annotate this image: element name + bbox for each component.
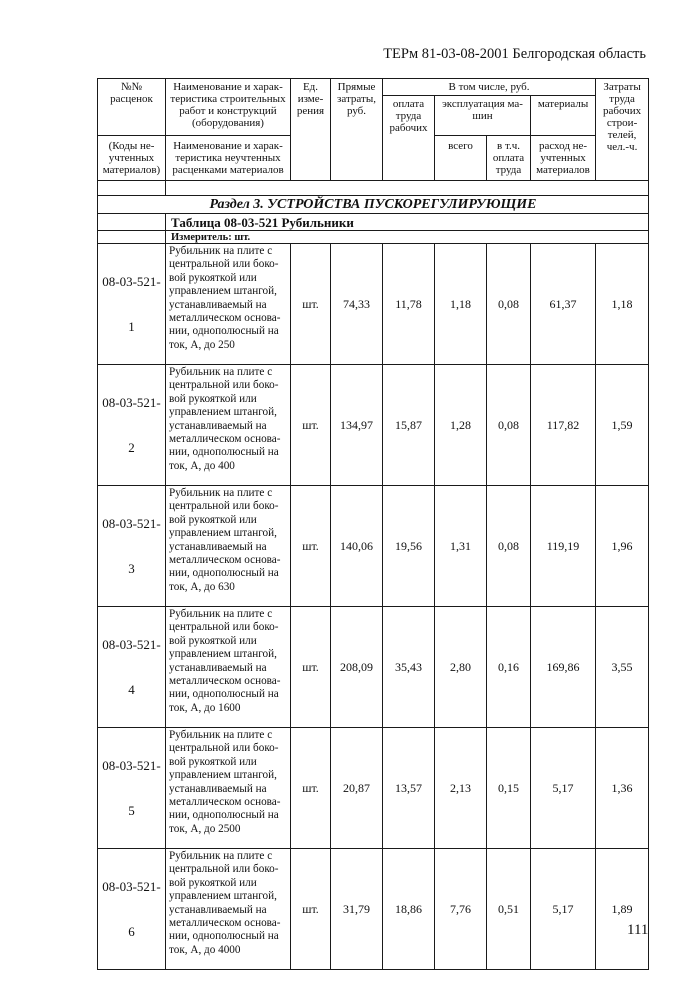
spacer-row bbox=[98, 181, 649, 196]
work-description: Рубильник на плите с центральной или боко- вой рукояткой или управлением штангой, устанавливаемый на металлическом основа- нии, однополюсный на ток, А, до 400 bbox=[166, 365, 291, 486]
labor-cell: 1,18 bbox=[596, 244, 649, 365]
col-header-materials-sub: расход не- учтенных материалов bbox=[531, 136, 596, 181]
machines-wages-cell: 0,15 bbox=[487, 728, 531, 849]
work-description: Рубильник на плите с центральной или боко- вой рукояткой или управлением штангой, устанавливаемый на металлическом основа- нии, однополюсный на ток, А, до 250 bbox=[166, 244, 291, 365]
wages-cell: 15,87 bbox=[383, 365, 435, 486]
col-header-unit: Ед. изме- рения bbox=[291, 79, 331, 181]
document-title: ТЕРм 81-03-08-2001 Белгородская область bbox=[383, 46, 646, 62]
col-header-machines: эксплуатация ма- шин bbox=[435, 96, 531, 136]
wages-cell: 35,43 bbox=[383, 607, 435, 728]
empty-cell bbox=[98, 231, 166, 244]
rate-code bbox=[98, 486, 166, 607]
materials-cell: 61,37 bbox=[531, 244, 596, 365]
unit-cell: шт. bbox=[291, 607, 331, 728]
section-title: Раздел 3. УСТРОЙСТВА ПУСКОРЕГУЛИРУЮЩИЕ bbox=[98, 196, 649, 214]
rate-code-prefix: 08-03-521- bbox=[102, 879, 161, 894]
table-row bbox=[98, 728, 649, 849]
work-description: Рубильник на плите с центральной или боко- вой рукояткой или управлением штангой, устанавливаемый на металлическом основа- нии, однополюсный на ток, А, до 630 bbox=[166, 486, 291, 607]
direct-costs-cell: 208,09 bbox=[331, 607, 383, 728]
machines-wages-cell: 0,51 bbox=[487, 849, 531, 970]
direct-costs-cell: 31,79 bbox=[331, 849, 383, 970]
machines-wages-cell: 0,16 bbox=[487, 607, 531, 728]
machines-wages-cell: 0,08 bbox=[487, 486, 531, 607]
rate-code bbox=[98, 365, 166, 486]
col-header-including: В том числе, руб. bbox=[383, 79, 596, 96]
rate-code-number: 2 bbox=[128, 440, 135, 455]
materials-cell: 119,19 bbox=[531, 486, 596, 607]
wages-cell: 11,78 bbox=[383, 244, 435, 365]
materials-cell: 169,86 bbox=[531, 607, 596, 728]
materials-cell: 117,82 bbox=[531, 365, 596, 486]
rate-code-prefix: 08-03-521- bbox=[102, 274, 161, 289]
machines-total-cell: 7,76 bbox=[435, 849, 487, 970]
col-header-work-name: Наименование и харак- теристика строительных работ и конструкций (оборудования) bbox=[166, 79, 291, 136]
col-header-machines-total: всего bbox=[435, 136, 487, 181]
materials-cell: 5,17 bbox=[531, 849, 596, 970]
table-title: Таблица 08-03-521 Рубильники bbox=[166, 214, 649, 231]
unit-cell: шт. bbox=[291, 849, 331, 970]
rate-code-prefix: 08-03-521- bbox=[102, 516, 161, 531]
empty-cell bbox=[98, 214, 166, 231]
section-row bbox=[98, 196, 649, 214]
unit-cell: шт. bbox=[291, 244, 331, 365]
rate-code bbox=[98, 607, 166, 728]
labor-cell: 1,89 bbox=[596, 849, 649, 970]
table-row bbox=[98, 486, 649, 607]
rates-table bbox=[97, 78, 649, 970]
unit-cell: шт. bbox=[291, 486, 331, 607]
spacer-cell bbox=[166, 181, 649, 196]
labor-cell: 1,59 bbox=[596, 365, 649, 486]
table-row bbox=[98, 244, 649, 365]
rate-code bbox=[98, 728, 166, 849]
rate-code bbox=[98, 244, 166, 365]
machines-total-cell: 2,80 bbox=[435, 607, 487, 728]
work-description: Рубильник на плите с центральной или боко- вой рукояткой или управлением штангой, устанавливаемый на металлическом основа- нии, однополюсный на ток, А, до 4000 bbox=[166, 849, 291, 970]
rate-code-number: 5 bbox=[128, 803, 135, 818]
meter-row bbox=[98, 231, 649, 244]
wages-cell: 13,57 bbox=[383, 728, 435, 849]
spacer-cell bbox=[98, 181, 166, 196]
col-header-direct-costs: Прямые затраты, руб. bbox=[331, 79, 383, 181]
col-header-rate-code: №№ расценок bbox=[98, 79, 166, 136]
machines-total-cell: 1,28 bbox=[435, 365, 487, 486]
machines-total-cell: 1,31 bbox=[435, 486, 487, 607]
rate-code bbox=[98, 849, 166, 970]
unit-cell: шт. bbox=[291, 728, 331, 849]
work-description: Рубильник на плите с центральной или боко- вой рукояткой или управлением штангой, устанавливаемый на металлическом основа- нии, однополюсный на ток, А, до 1600 bbox=[166, 607, 291, 728]
direct-costs-cell: 20,87 bbox=[331, 728, 383, 849]
header-row bbox=[98, 79, 649, 96]
col-header-machines-wages: в т.ч. оплата труда bbox=[487, 136, 531, 181]
labor-cell: 1,96 bbox=[596, 486, 649, 607]
col-header-wages: оплата труда рабочих bbox=[383, 96, 435, 181]
machines-wages-cell: 0,08 bbox=[487, 244, 531, 365]
unit-cell: шт. bbox=[291, 365, 331, 486]
rate-code-number: 1 bbox=[128, 319, 135, 334]
rate-code-prefix: 08-03-521- bbox=[102, 758, 161, 773]
table-title-row bbox=[98, 214, 649, 231]
col-header-materials: материалы bbox=[531, 96, 596, 136]
rate-code-number: 4 bbox=[128, 682, 135, 697]
machines-total-cell: 1,18 bbox=[435, 244, 487, 365]
wages-cell: 19,56 bbox=[383, 486, 435, 607]
col-header-labor: Затраты труда рабочих строи- телей, чел.-ч. bbox=[596, 79, 649, 181]
labor-cell: 1,36 bbox=[596, 728, 649, 849]
machines-wages-cell: 0,08 bbox=[487, 365, 531, 486]
meter-label: Измеритель: шт. bbox=[166, 231, 649, 244]
direct-costs-cell: 134,97 bbox=[331, 365, 383, 486]
col-header-material-name: Наименование и харак- теристика неучтенных расценками материалов bbox=[166, 136, 291, 181]
wages-cell: 18,86 bbox=[383, 849, 435, 970]
machines-total-cell: 2,13 bbox=[435, 728, 487, 849]
direct-costs-cell: 140,06 bbox=[331, 486, 383, 607]
rate-code-number: 3 bbox=[128, 561, 135, 576]
work-description: Рубильник на плите с центральной или боко- вой рукояткой или управлением штангой, устанавливаемый на металлическом основа- нии, однополюсный на ток, А, до 2500 bbox=[166, 728, 291, 849]
table-body bbox=[98, 79, 649, 970]
table-row bbox=[98, 607, 649, 728]
rate-code-prefix: 08-03-521- bbox=[102, 637, 161, 652]
direct-costs-cell: 74,33 bbox=[331, 244, 383, 365]
table-row bbox=[98, 849, 649, 970]
page-number: 111 bbox=[627, 922, 649, 938]
rate-code-prefix: 08-03-521- bbox=[102, 395, 161, 410]
col-header-material-code: (Коды не- учтенных материалов) bbox=[98, 136, 166, 181]
materials-cell: 5,17 bbox=[531, 728, 596, 849]
rate-code-number: 6 bbox=[128, 924, 135, 939]
table-row bbox=[98, 365, 649, 486]
labor-cell: 3,55 bbox=[596, 607, 649, 728]
